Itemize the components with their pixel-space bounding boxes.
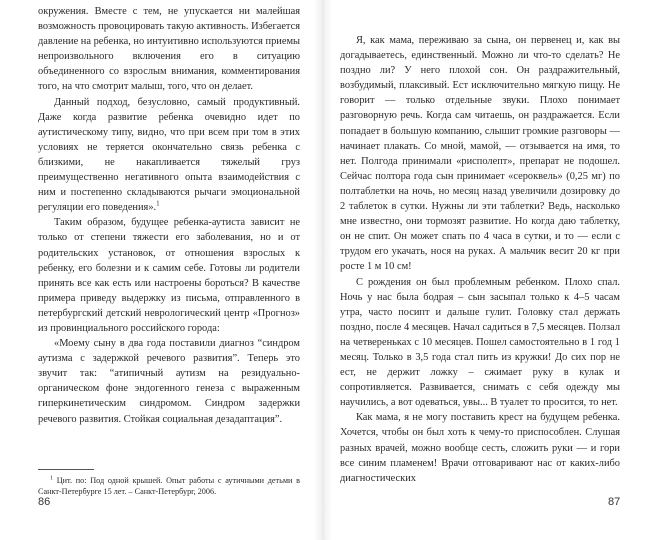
paragraph: Как мама, я не могу поставить крест на будущем ребенка. Хочется, чтобы он был хоть к чему-то приспособлен. Слушая разных врачей, можно вообще сесть, сложить руки — и гори все синим пламенем! Врачи отговаривают нас от каких-либо диагностических [340,412,620,484]
paragraph: «Моему сыну в два года поставили диагноз “синдром аутизма с задержкой речевого развития”. Теперь это звучит так: “атипичный аутизм на резидуально-органическом фоне эндогенного генеза с выраженным гиперкинетическим синдромом. Синдром задержки речевого развития. Стойкая социальная дезадаптация”. [38,338,300,425]
paragraph: Я, как мама, переживаю за сына, он первенец и, как вы догадываетесь, единственный. Можно ли что-то сделать? Не поздно ли? У него плохой сон. Он раздражительный, возбудимый, плаксивый. Ест исключительно мягкую пищу. Не говорит — только отдельные звуки. Плохо понимает разговорную речь. Когда сам читаешь, он раздражается. Если попадает в большую компанию, слышит громкие разговоры — начинает плакать. Со мной, мамой, — отзывается на имя, то нет. Полгода принимали «рисполепт», препарат не подошел. Сейчас полтора года сын принимает «сероквель» (0,25 мг) по полтаблетки на ночь, но месяц назад увеличили дозировку до 2 таблеток в сутки. Нужны ли эти таблетки? Ведь, насколько мне известно, они тормозят развитие. Но когда даю таблетку, он не спит. Он может спать по 4 часа в сутки, и то — если с трудом его укачать, нося на руках. А мальчик весит 20 кг при росте 1 м 10 см! [340,35,620,273]
footnote-reference: 1 [156,199,160,208]
right-page [322,0,645,540]
left-page-text [38,4,300,427]
page-number-left: 86 [38,496,51,508]
footnote-text: Цит. по: Под одной крышей. Опыт работы с аутичными детьми в Санкт-Петербурге 15 лет. – Санкт-Петербург, 2006. [38,476,300,496]
footnote-number: 1 [50,475,53,482]
footnote [38,475,300,497]
left-page [0,0,322,540]
paragraph: окружения. Вместе с тем, не упускается ни малейшая возможность провоцировать такую активность. Избегается давление на ребенка, но интуитивно используются приемы непроизвольного включения его в ситуацию объединенного со взрослым внимания, комментирования того, на что смотрит малыш, того, что он делает. [38,6,300,93]
paragraph: С рождения он был проблемным ребенком. Плохо спал. Ночь у нас была бодрая – сын засыпал только к 4–5 часам утра, часто посипт и дальше гулит. Головку стал держать поздно, после 4 месяцев. Начал садиться в 7,5 месяцев. Ползал на четвереньках с 10 месяцев. Пошел самостоятельно в 1 год 1 месяц. Только в 3,5 года стал пить из кружки! До сих пор не ест, не держит ложку – сжимает руку в кулак и сопротивляется. Развивается, снимать с себя одежду мы научились, а вот одеваться, увы... В туалет то просится, то нет. [340,276,620,409]
paragraph: Таким образом, будущее ребенка-аутиста зависит не только от степени тяжести его заболевания, но и от родительских установок, от отношения взрослых к ребенку, его болезни и к самим себе. Готовы ли родители принять все как есть или настроены бороться? В качестве примера приведу выдержку из письма, отправленного в петербургский детский неврологический центр «Прогноз» из провинциального российского города: [38,217,300,334]
right-page-text [340,33,620,486]
page-number-right: 87 [608,496,621,508]
paragraph [38,95,300,216]
footnote-divider [38,469,94,470]
paragraph-text: Данный подход, безусловно, самый продуктивный. Даже когда развитие ребенка очевидно идет по аутистическому типу, видно, что при всем при том в этих условиях не теряется окончательно связь ребенка с близкими, не накапливается тяжелый груз преимущественно негативного опыта взаимодействия с ним и постепенно складываются рычаги эмоциональной регуляции его поведения». [38,96,300,214]
